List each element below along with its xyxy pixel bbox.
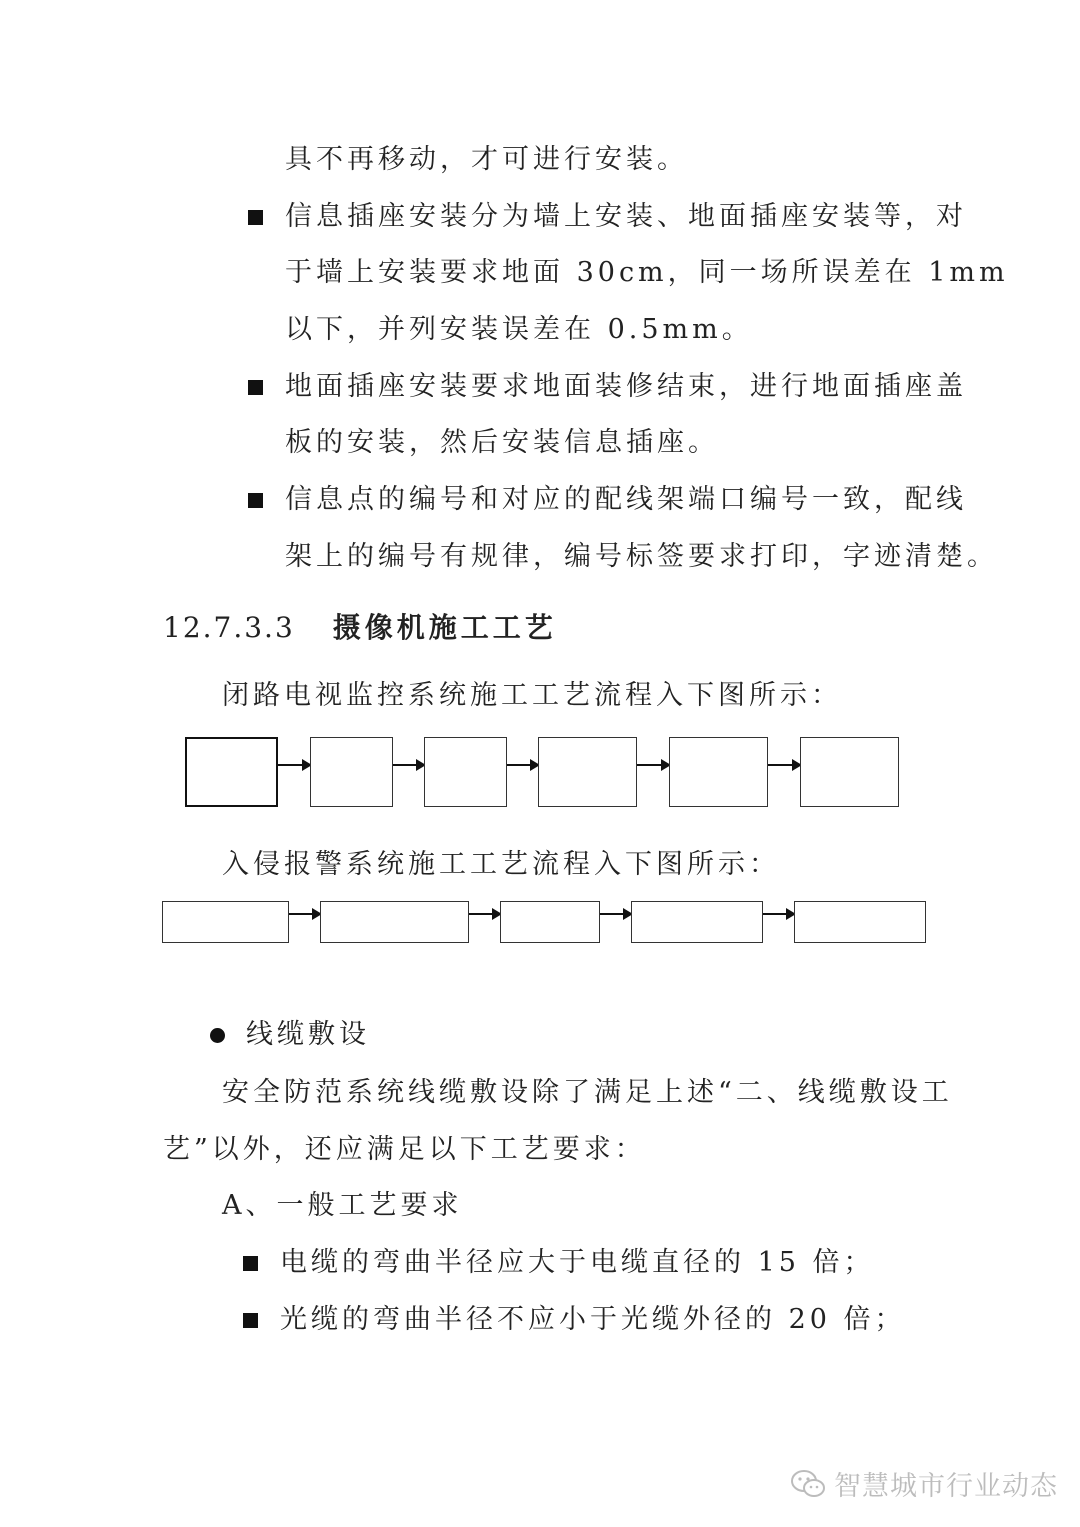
square-bullet-icon <box>243 1256 258 1271</box>
bullet2-line2: 板的安装，然后安装信息插座。 <box>285 427 719 458</box>
section-number: 12.7.3.3 <box>163 611 295 644</box>
cctv-flow-intro: 闭路电视监控系统施工工艺流程入下图所示： <box>222 680 842 711</box>
bullet3-line2: 架上的编号有规律，编号标签要求打印，字迹清楚。 <box>285 541 998 572</box>
intrusion-flow-step <box>631 901 763 943</box>
flow-arrow-icon <box>507 764 538 766</box>
cable-para-line2: 艺”以外，还应满足以下工艺要求： <box>163 1134 646 1165</box>
bullet3-line1: 信息点的编号和对应的配线架端口编号一致，配线 <box>285 484 967 515</box>
intrusion-flow-step <box>500 901 600 943</box>
flow-arrow-icon <box>768 764 800 766</box>
square-bullet-icon <box>243 1313 258 1328</box>
cctv-flow-step <box>800 737 899 807</box>
flow-arrow-icon <box>289 913 320 915</box>
cable-heading: 线缆敷设 <box>246 1019 370 1050</box>
cctv-flow-step <box>185 737 278 807</box>
wechat-icon <box>790 1469 826 1499</box>
flow-arrow-icon <box>600 913 631 915</box>
section-heading <box>163 611 557 644</box>
section-title: 摄像机施工工艺 <box>332 611 557 644</box>
watermark <box>790 1464 1058 1503</box>
flow-arrow-icon <box>278 764 310 766</box>
flow-arrow-icon <box>763 913 794 915</box>
cctv-flow-step <box>424 737 507 807</box>
intrusion-flow-step <box>320 901 469 943</box>
cable-subheading: A、一般工艺要求 <box>222 1190 463 1221</box>
square-bullet-icon <box>248 493 263 508</box>
cctv-flow-step <box>310 737 393 807</box>
cctv-flow-step <box>538 737 637 807</box>
square-bullet-icon <box>248 210 263 225</box>
bullet2-line1: 地面插座安装要求地面装修结束，进行地面插座盖 <box>285 371 967 402</box>
round-bullet-icon <box>210 1028 225 1043</box>
flow-arrow-icon <box>637 764 669 766</box>
intrusion-flow-step <box>162 901 289 943</box>
continuation-line: 具不再移动，才可进行安装。 <box>285 144 688 175</box>
watermark-text: 智慧城市行业动态 <box>834 1471 1058 1502</box>
cable-req-2: 光缆的弯曲半径不应小于光缆外径的 20 倍； <box>280 1304 906 1335</box>
cable-para-line1: 安全防范系统线缆敷设除了满足上述“二、线缆敷设工 <box>222 1077 953 1108</box>
intrusion-flow-step <box>794 901 926 943</box>
cctv-flow-step <box>669 737 768 807</box>
bullet1-line1: 信息插座安装分为墙上安装、地面插座安装等，对 <box>285 201 967 232</box>
bullet1-line3: 以下，并列安装误差在 0.5mm。 <box>285 314 753 345</box>
bullet1-line2: 于墙上安装要求地面 30cm，同一场所误差在 1mm <box>285 257 1009 288</box>
flow-arrow-icon <box>469 913 500 915</box>
cable-req-1: 电缆的弯曲半径应大于电缆直径的 15 倍； <box>280 1247 875 1278</box>
square-bullet-icon <box>248 380 263 395</box>
intrusion-flow-intro: 入侵报警系统施工工艺流程入下图所示： <box>222 849 780 880</box>
flow-arrow-icon <box>393 764 424 766</box>
